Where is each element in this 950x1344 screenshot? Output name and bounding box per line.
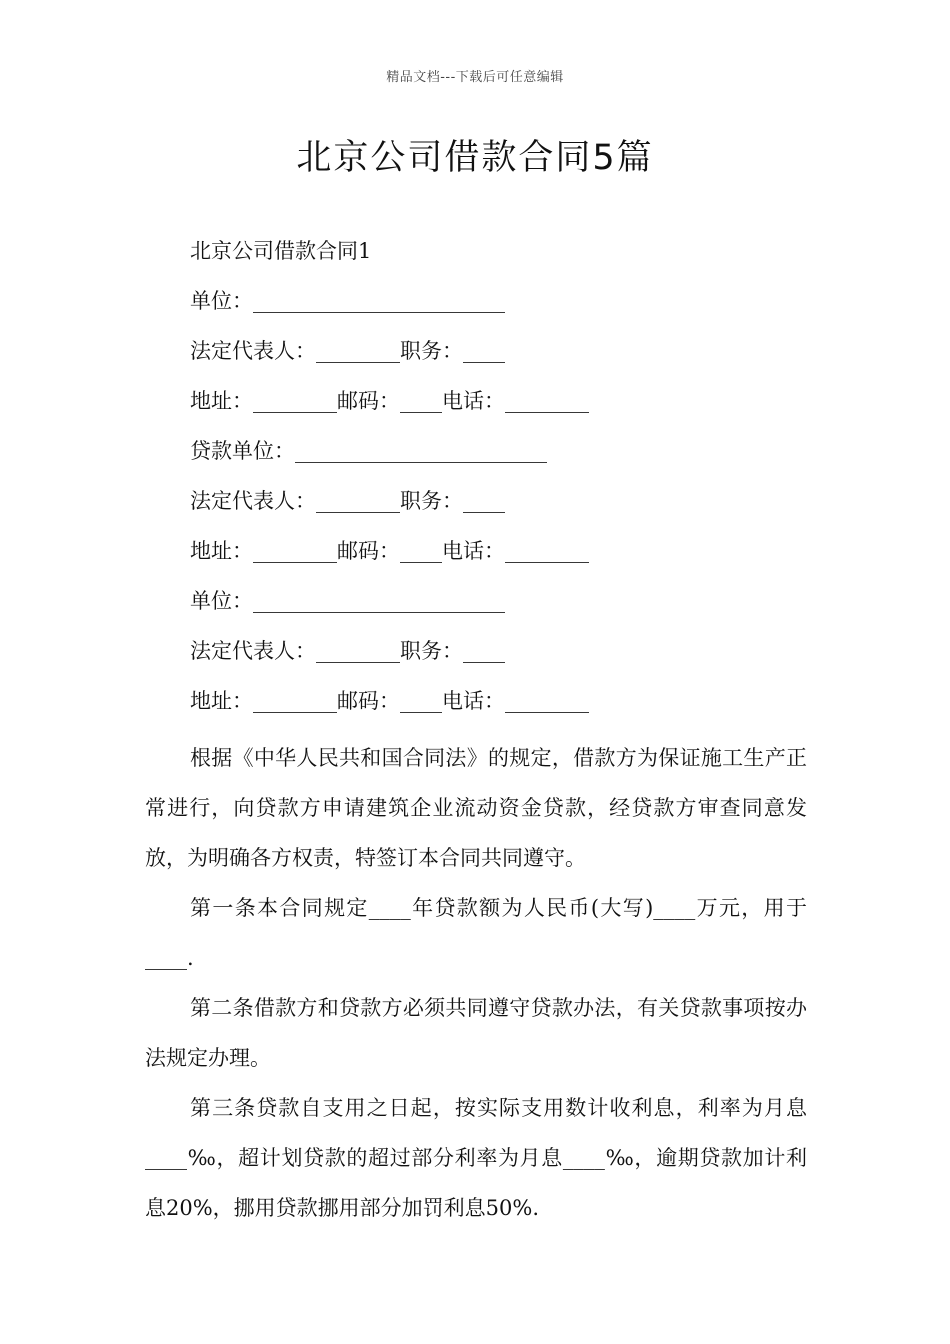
legal-rep-line: 法定代表人：________职务：____: [190, 639, 505, 663]
article-3-paragraph: 第三条贷款自支用之日起，按实际支用数计收利息，利率为月息____‰，超计划贷款的超过部分利率为月息____‰，逾期贷款加计利息20%，挪用贷款挪用部分加罚利息50%.: [145, 1096, 807, 1220]
document-body: [145, 233, 807, 1233]
page-watermark: 精品文档---下载后可任意编辑: [386, 70, 564, 85]
article-2-paragraph: 第二条借款方和贷款方必须共同遵守贷款办法，有关贷款事项按办法规定办理。: [145, 996, 807, 1070]
address-line: 地址：________邮码：____电话：________: [190, 689, 589, 713]
lender-unit-line: 贷款单位：________________________: [190, 439, 547, 463]
legal-rep-line: 法定代表人：________职务：____: [190, 489, 505, 513]
address-line: 地址：________邮码：____电话：________: [190, 539, 589, 563]
party-unit-line: 单位：________________________: [190, 589, 505, 613]
document-title: 北京公司借款合同5篇: [296, 138, 654, 178]
legal-rep-line: 法定代表人：________职务：____: [190, 339, 505, 363]
address-line: 地址：________邮码：____电话：________: [190, 389, 589, 413]
contract-subtitle: 北京公司借款合同1: [190, 239, 372, 263]
preamble-paragraph: 根据《中华人民共和国合同法》的规定，借款方为保证施工生产正常进行，向贷款方申请建筑企业流动资金贷款，经贷款方审查同意发放，为明确各方权责，特签订本合同共同遵守。: [145, 746, 807, 870]
party-unit-line: 单位：________________________: [190, 289, 505, 313]
article-1-paragraph: 第一条本合同规定____年贷款额为人民币(大写)____万元，用于____.: [145, 896, 807, 970]
